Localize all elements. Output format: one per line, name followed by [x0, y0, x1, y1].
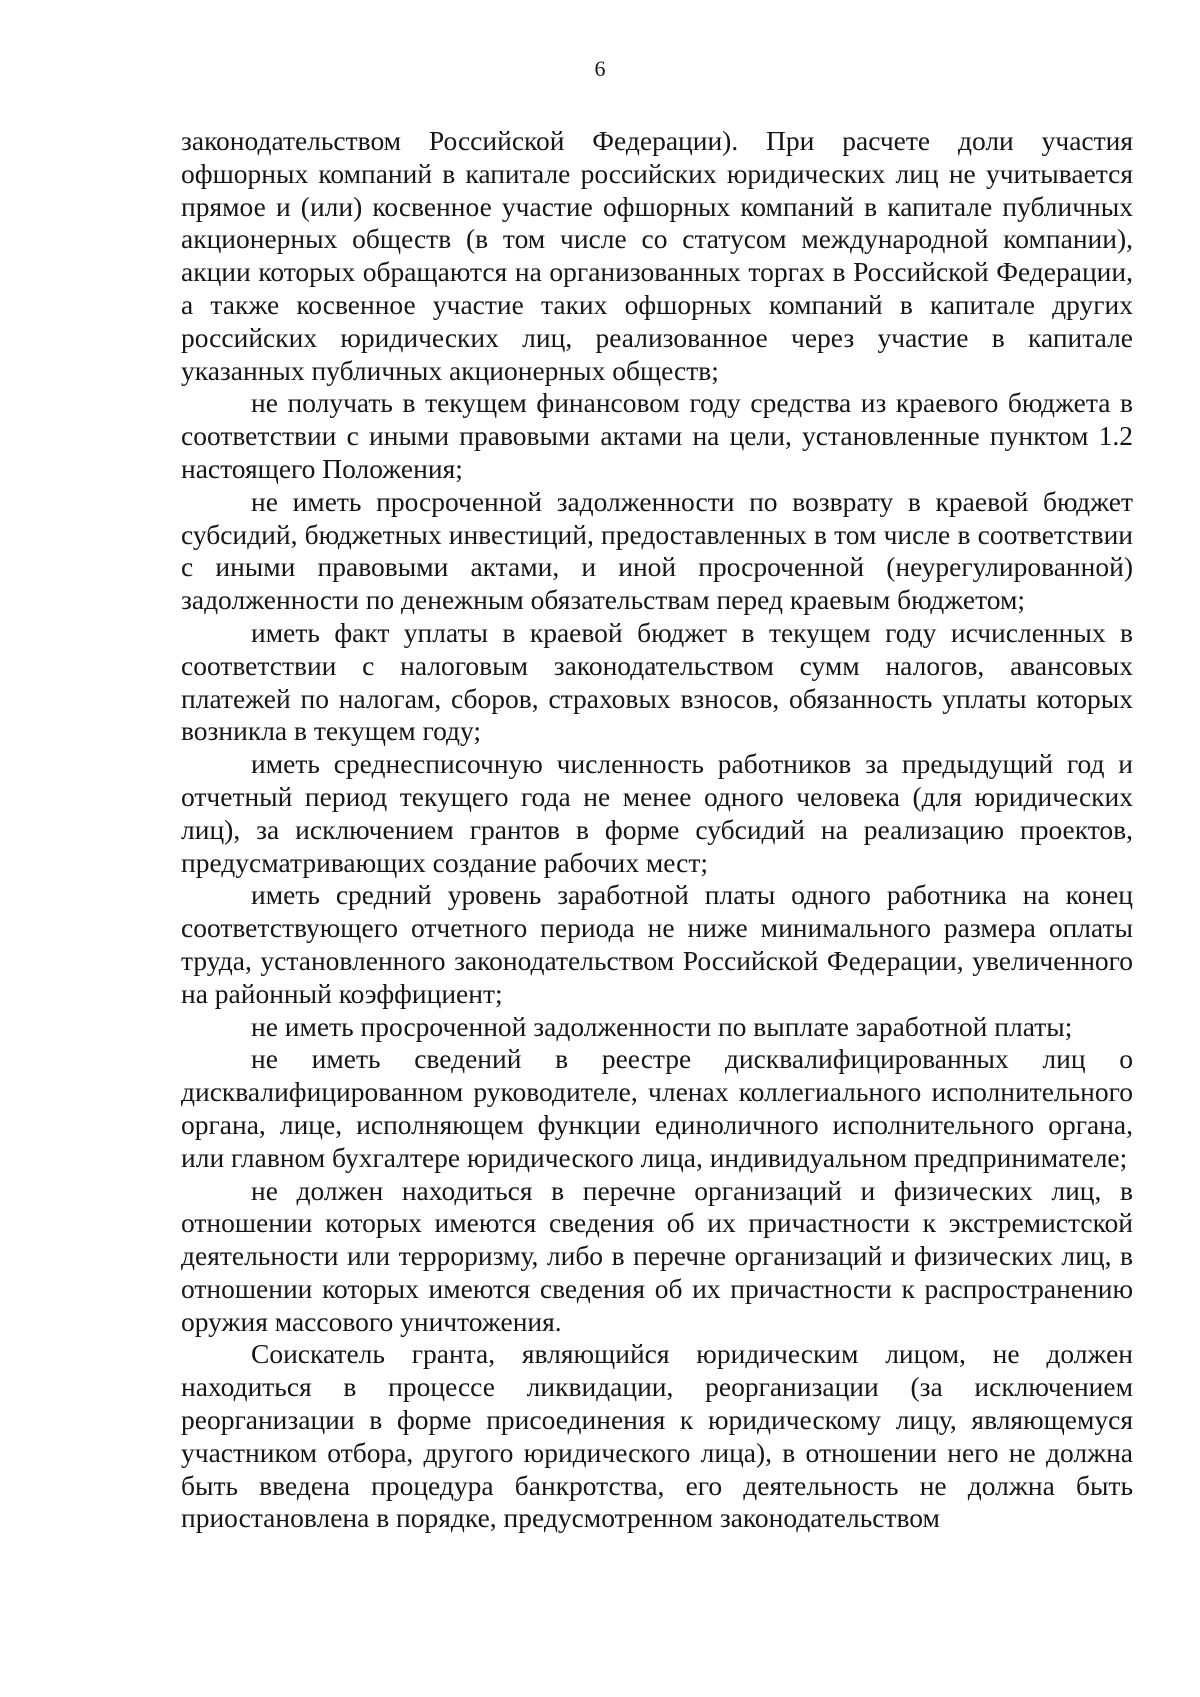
paragraph-9: не должен находиться в перечне организаций и физических лиц, в отношении которых имеются сведения об их причастности к экстремистской деятельности или терроризму, либо в перечне организаций и физических лиц, в отношении которых имеются сведения об их причастности к распространению оружия массового уничтожения.: [181, 1174, 1133, 1337]
paragraph-8: не иметь сведений в реестре дисквалифицированных лиц о дисквалифицированном руководителе, членах коллегиального исполнительного органа, лице, исполняющем функции единоличного исполнительного органа, или главном бухгалтере юридического лица, индивидуальном предпринимателе;: [181, 1043, 1133, 1173]
paragraph-2: не получать в текущем финансовом году средства из краевого бюджета в соответствии с иными правовыми актами на цели, установленные пунктом 1.2 настоящего Положения;: [181, 387, 1133, 484]
paragraph-5: иметь среднесписочную численность работников за предыдущий год и отчетный период текущего года не менее одного человека (для юридических лиц), за исключением грантов в форме субсидий на реализацию проектов, предусматривающих создание рабочих мест;: [181, 748, 1133, 878]
paragraph-6: иметь средний уровень заработной платы одного работника на конец соответствующего отчетного периода не ниже минимального размера оплаты труда, установленного законодательством Российской Федерации, увеличенного на районный коэффициент;: [181, 879, 1133, 1009]
document-body: [181, 125, 1133, 1535]
paragraph-3: не иметь просроченной задолженности по возврату в краевой бюджет субсидий, бюджетных инвестиций, предоставленных в том числе в соответствии с иными правовыми актами, и иной просроченной (неурегулированной) задолженности по денежным обязательствам перед краевым бюджетом;: [181, 485, 1133, 616]
paragraph-7: не иметь просроченной задолженности по выплате заработной платы;: [251, 1010, 1073, 1042]
paragraph-4: иметь факт уплаты в краевой бюджет в текущем году исчисленных в соответствии с налоговым законодательством сумм налогов, авансовых платежей по налогам, сборов, страховых взносов, обязанность уплаты которых возникла в текущем году;: [181, 616, 1133, 747]
paragraph-1: законодательством Российской Федерации). При расчете доли участия офшорных компаний в капитале российских юридических лиц не учитывается прямое и (или) косвенное участие офшорных компаний в капитале публичных акционерных обществ (в том числе со статусом международной компании), акции которых обращаются на организованных торгах в Российской Федерации, а также косвенное участие таких офшорных компаний в капитале других российских юридических лиц, реализованное через участие в капитале указанных публичных акционерных обществ;: [181, 125, 1133, 386]
paragraph-10: Соискатель гранта, являющийся юридическим лицом, не должен находиться в процессе ликвидации, реорганизации (за исключением реорганизации в форме присоединения к юридическому лицу, являющемуся участником отбора, другого юридического лица), в отношении него не должна быть введена процедура банкротства, его деятельность не должна быть приостановлена в порядке, предусмотренном законодательством: [181, 1338, 1133, 1534]
page-number: 6: [594, 56, 606, 81]
